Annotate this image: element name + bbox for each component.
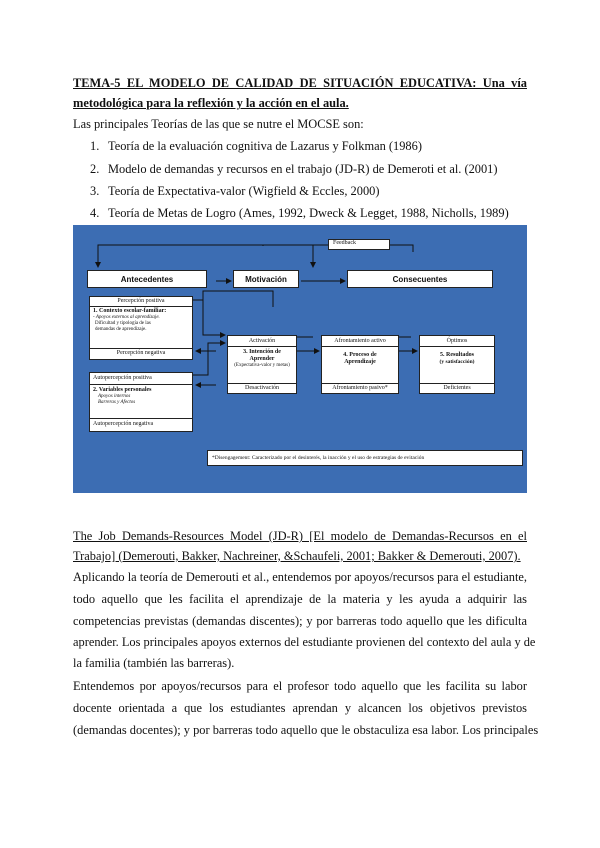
intencion-sub: (Expectativa-valor y metas) [234,363,290,368]
list-number: 2. [90,162,100,176]
resultados-block [419,335,495,394]
intencion-title: 3. Intención de Aprender [243,349,281,362]
motivacion-header [233,270,299,288]
page-title: TEMA-5 EL MODELO DE CALIDAD DE SITUACIÓN EDUCATIVA: Una vía [73,76,527,90]
paragraph-line: Entendemos por apoyos/recursos para el profesor todo aquello que les facilita su labor [73,679,527,693]
activacion: Activación [248,338,276,344]
optimos: Óptimos [446,338,468,344]
list-text: Teoría de Expectativa-valor (Wigfield & Eccles, 2000) [108,184,380,198]
contexto-block [89,296,193,360]
resultados-sub: (y satisfacción) [439,359,475,365]
paragraph-line: aprender. Los principales apoyos externos del estudiante provienen del contexto del aula y de [73,635,536,649]
percepcion-negativa: Percepción negativa [116,350,166,356]
list-text: Teoría de Metas de Logro (Ames, 1992, Dweck & Legget, 1988, Nicholls, 1989) [108,206,509,220]
feedback-label: Feedback [333,240,356,246]
jdr-reference: The Job Demands-Resources Model (JD-R) [El modelo de Demandas-Recursos en el [73,529,527,543]
jdr-reference-continued: Trabajo] (Demerouti, Bakker, Nachreiner, &Schaufeli, 2001; Bakker & Demerouti, 2007). [73,549,521,563]
contexto-line-1: - Apoyos externos al aprendizaje. [93,315,160,320]
list-item [90,206,509,221]
contexto-line-3: demandas de aprendizaje. [95,327,147,332]
autopercepcion-positiva: Autopercepción positiva [93,375,152,381]
page-title-continued: metodológica para la reflexión y la acción en el aula. [73,96,349,110]
variables-block [89,372,193,432]
feedback-box [328,239,390,250]
variables-title: 2. Variables personales [93,387,152,393]
desactivacion: Desactivación [245,385,279,391]
paragraph-line: (demandas docentes); y por barreras todo aquello que le obstaculiza esa labor. Los principales [73,723,539,737]
list-text: Modelo de demandas y recursos en el trabajo (JD-R) de Demeroti et al. (2001) [108,162,498,176]
footnote-text: *Disengagement: Caracterizado por el desinterés, la inacción y el uso de estrategias de evitación [212,455,425,461]
motivacion-label: Motivación [245,274,287,284]
antecedentes-label: Antecedentes [120,274,174,284]
variables-line-2: Barreras y Afectos [98,400,136,405]
proceso-title: 4. Proceso de Aprendizaje [343,352,377,365]
list-item [90,162,498,177]
paragraph-line: Aplicando la teoría de Demerouti et al., entendemos por apoyos/recursos para el estudiante, [73,570,527,584]
list-number: 4. [90,206,100,220]
contexto-title: 1. Contexto escolar-familiar: [93,308,167,314]
deficientes: Deficientes [443,385,471,391]
paragraph-line: todo aquello que les facilita el aprendizaje de la materia y les ayuda a adquirir las [73,592,527,606]
footnote-box [207,450,523,466]
list-number: 3. [90,184,100,198]
resultados-title: 5. Resultados [439,352,474,358]
mocse-diagram [73,225,527,493]
consecuentes-header [347,270,493,288]
paragraph-line: competencias previstas (demandas discentes); y por barreras todo aquello que les dificulta [73,614,527,628]
afrontamiento-activo: Afrontamiento activo [334,338,386,344]
proceso-block [321,335,399,394]
antecedentes-header [87,270,207,288]
list-item [90,184,379,199]
afrontamiento-pasivo: Afrontamiento pasivo* [332,385,388,391]
list-item [90,139,422,154]
consecuentes-label: Consecuentes [392,274,448,284]
intro-text: Las principales Teorías de las que se nutre el MOCSE son: [73,117,364,131]
percepcion-positiva: Percepción positiva [117,298,165,304]
list-number: 1. [90,139,100,153]
intencion-block [227,335,297,394]
paragraph-line: la familia (también las barreras). [73,656,235,670]
autopercepcion-negativa: Autopercepción negativa [93,421,154,427]
list-text: Teoría de la evaluación cognitiva de Lazarus y Folkman (1986) [108,139,422,153]
contexto-line-2: Dificultad y tipología de las [95,321,151,326]
variables-line-1: Apoyos internos [98,394,131,399]
paragraph-line: docente orientada a que los estudiantes aprendan y alcancen los objetivos previstos [73,701,527,715]
